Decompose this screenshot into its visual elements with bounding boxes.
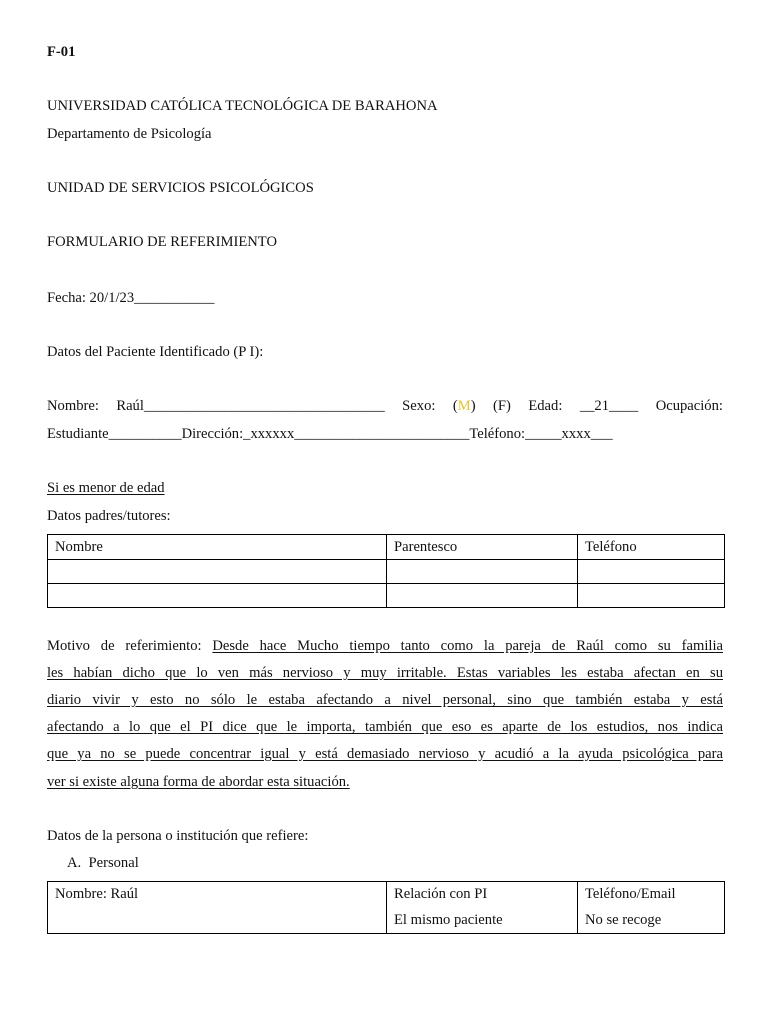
patient-section-heading: Datos del Paciente Identificado (P I): — [47, 344, 264, 360]
minor-heading: Si es menor de edad — [47, 480, 165, 496]
contact-value: No se recoge — [585, 912, 662, 928]
cell-parentesco[interactable] — [387, 560, 578, 584]
contact-label: Teléfono/Email — [585, 886, 676, 902]
relation-label: Relación con PI — [394, 886, 488, 902]
cell-parentesco[interactable] — [387, 584, 578, 608]
sex-m-highlight: M — [457, 398, 471, 414]
department-name: Departamento de Psicología — [47, 126, 212, 142]
referrer-type — [67, 855, 139, 872]
cell-telefono[interactable] — [578, 560, 725, 584]
reason-line-4: afectando a lo que el PI dice que le importa, también que eso es aparte de los estudios, nos indica — [47, 719, 723, 735]
occupation-label: Ocupación: — [655, 398, 723, 414]
table-header-row — [48, 535, 725, 560]
contact-cell — [578, 882, 725, 934]
reason-line-3: diario vivir y esto no sólo le estaba afectando a nivel personal, sino que también estaba y está — [47, 692, 723, 708]
reason-line-5: que ya no se puede concentrar igual y está demasiado nervioso y acudió a la ayuda psicológica para — [47, 746, 723, 762]
patient-name-line: _________________________________ — [143, 398, 385, 414]
sex-field: Sexo: (M) (F) — [402, 398, 511, 414]
relation-cell — [387, 882, 578, 934]
reason-line-6: ver si existe alguna forma de abordar esta situación. — [47, 774, 350, 790]
reason-line-2: les habían dicho que lo ven más nervioso y muy irritable. Estas variables les estaba afectan en su — [47, 665, 723, 681]
cell-nombre[interactable] — [48, 560, 387, 584]
referrer-table — [47, 881, 725, 934]
date-field: Fecha: 20/1/23___________ — [47, 290, 215, 306]
table-row — [48, 882, 725, 934]
guardians-table — [47, 534, 725, 608]
patient-line-1 — [47, 398, 723, 415]
reason-label: Motivo de referimiento: — [47, 638, 202, 654]
table-row — [48, 560, 725, 584]
patient-line-2: Estudiante__________Dirección:_xxxxxx________________________Teléfono:_____xxxx___ — [47, 426, 613, 442]
table-row — [48, 584, 725, 608]
referrer-label: Datos de la persona o institución que refiere: — [47, 828, 309, 844]
header-telefono: Teléfono — [578, 535, 725, 560]
cell-nombre[interactable] — [48, 584, 387, 608]
header-parentesco: Parentesco — [387, 535, 578, 560]
form-title: FORMULARIO DE REFERIMIENTO — [47, 234, 277, 250]
list-letter: A. — [67, 855, 82, 871]
university-name: UNIVERSIDAD CATÓLICA TECNOLÓGICA DE BARAHONA — [47, 98, 438, 114]
form-code: F-01 — [47, 44, 76, 60]
unit-name: UNIDAD DE SERVICIOS PSICOLÓGICOS — [47, 180, 314, 196]
referrer-name-cell: Nombre: Raúl — [48, 882, 387, 934]
header-nombre: Nombre — [48, 535, 387, 560]
reason-line-1 — [47, 638, 723, 655]
cell-telefono[interactable] — [578, 584, 725, 608]
patient-name: Nombre: Raúl — [47, 398, 144, 414]
reason-text: Desde hace Mucho tiempo tanto como la pareja de Raúl como su familia — [212, 638, 723, 654]
age-field: Edad: __21____ — [528, 398, 639, 414]
referrer-type-text: Personal — [88, 855, 139, 871]
relation-value: El mismo paciente — [394, 912, 503, 928]
guardians-label: Datos padres/tutores: — [47, 508, 171, 524]
